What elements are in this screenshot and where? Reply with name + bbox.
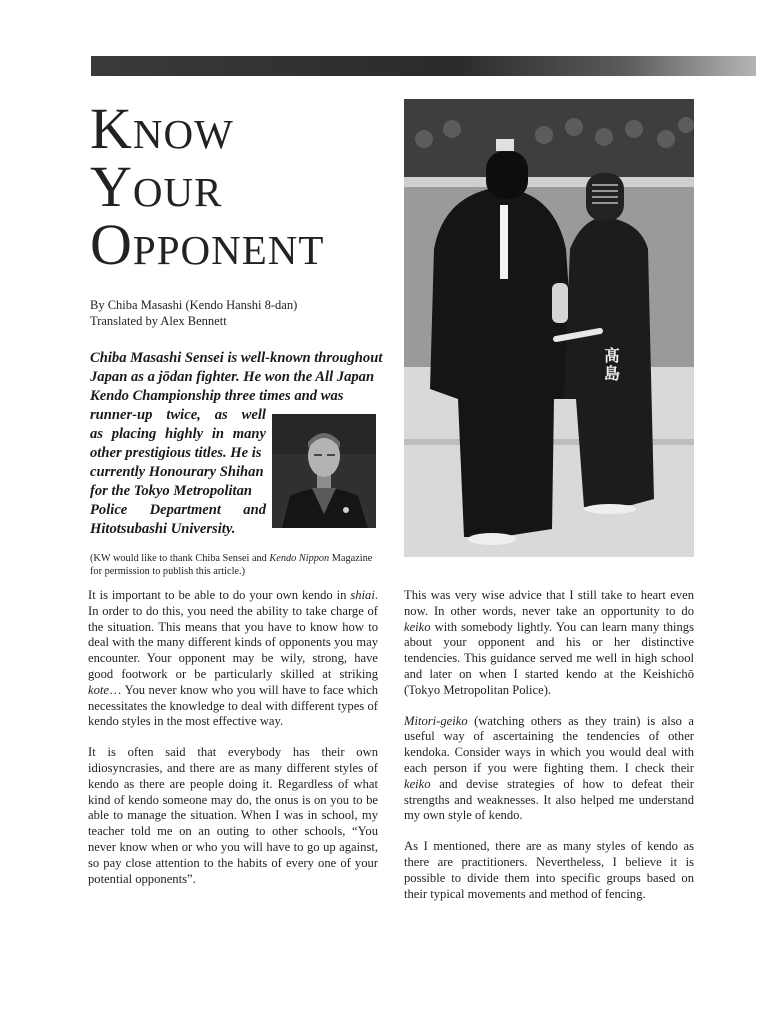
byline-block — [90, 297, 390, 329]
kendo-match-photo — [404, 99, 694, 557]
right-column — [404, 588, 694, 917]
author-line: By Chiba Masashi (Kendo Hanshi 8-dan) — [90, 298, 298, 312]
title-line: Opponent — [90, 212, 325, 277]
text-span: This was very wise advice that I still take to heart even now. In other words, never take an opportunity to do — [404, 588, 694, 618]
paragraph — [88, 588, 378, 730]
intro-line: Hitotsubashi University. — [90, 521, 236, 537]
header-bar — [91, 56, 756, 76]
portrait-image — [272, 414, 376, 528]
title-line: Know — [90, 96, 234, 161]
portrait-photo — [272, 414, 376, 528]
magazine-name: Kendo Nippon — [269, 553, 330, 564]
translator-line: Translated by Alex Bennett — [90, 314, 227, 328]
paragraph: It is often said that everybody has their own idiosyncrasies, and there are as many different styles of kendo as there are people doing it. Regardless of what kind of kendo someone may do, the onus is on you to be able to manage the situation. When I was in school, my teacher told me on an outing to other schools, “You never know when or who you will have to go up against, so pay close attention to the habits of every one of your potential opponents”. — [88, 745, 378, 886]
thanks-text: Magazine for permission to publish this article.) — [90, 553, 373, 577]
term: Mitori-geiko — [404, 713, 468, 728]
text-span: It is important to be able to do your own kendo in — [88, 588, 351, 602]
intro-line: Kendo Championship three times and was — [90, 388, 344, 404]
text-span: (watching others as they train) is also a useful way of ascertaining the tendencies of other kendoka. Consider ways in which you would deal with each person if you were fighting them. I check their — [404, 713, 694, 775]
intro-line: as placing highly in many — [90, 426, 266, 442]
intro-line: other prestigious titles. He is — [90, 445, 262, 461]
intro-line: Chiba Masashi Sensei is well-known throughout — [90, 350, 383, 366]
paragraph: As I mentioned, there are as many styles of kendo as there are practitioners. Nevertheless, I believe it is possible to divide them into specific groups based on their typical movements and method of fencing. — [404, 839, 694, 901]
text-span: with somebody lightly. You can learn many things about your opponent and his or her distinctive tendencies. This guidance served me well in high school and later on when I started kendo at the Keishichō (Tokyo Metropolitan Police). — [404, 619, 694, 697]
term: kote — [88, 682, 109, 697]
kendo-match-image — [404, 99, 694, 557]
title-line: Your — [90, 154, 223, 219]
text-span: … You never know who you will have to face which necessitates the knowledge to deal with different types of kendo styles in the most effective way. — [88, 682, 378, 729]
paragraph — [404, 714, 694, 825]
text-span: . In order to do this, you need the ability to take charge of the situation. This means that you have to know how to deal with the many different kinds of opponents you may encounter. Your opponent may be wily, strong, have good footwork or be particularly skilled at striking — [88, 588, 378, 681]
svg-text:髙: 髙 — [604, 346, 621, 365]
term: keiko — [404, 619, 431, 634]
intro-line: Police Department and — [90, 502, 266, 518]
term: shiai — [350, 588, 375, 602]
left-column — [88, 588, 378, 902]
intro-line: Japan as a jōdan fighter. He won the All Japan — [90, 369, 375, 385]
article-title — [90, 96, 390, 277]
intro-line: for the Tokyo Metropolitan — [90, 483, 253, 499]
acknowledgement — [90, 552, 386, 578]
term: keiko — [404, 776, 431, 791]
intro-line: runner-up twice, as well — [90, 407, 266, 423]
thanks-text: (KW would like to thank Chiba Sensei and — [90, 553, 270, 564]
paragraph — [404, 588, 694, 699]
svg-text:島: 島 — [604, 364, 621, 383]
intro-line: currently Honourary Shihan — [90, 464, 264, 480]
text-span: and devise strategies of how to defeat their strengths and weaknesses. It also helped me understand my own style of kendo. — [404, 776, 694, 823]
